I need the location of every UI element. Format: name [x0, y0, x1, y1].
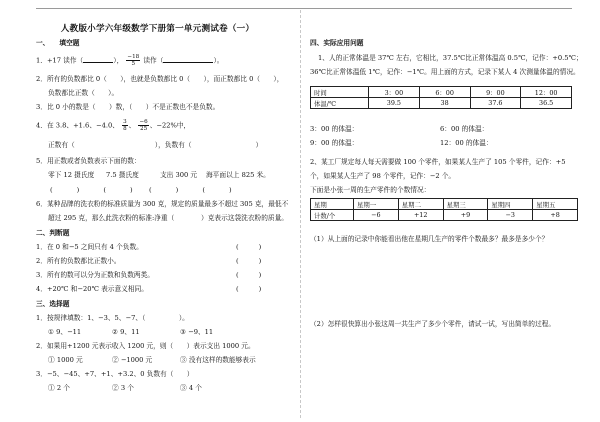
table-cell: −3	[488, 210, 533, 221]
judge-4-paren: ( )	[236, 285, 262, 293]
judge-2-paren: ( )	[236, 257, 262, 265]
section-fill-in: 一、 填空题	[36, 39, 80, 47]
table-cell: 9：00	[470, 87, 521, 98]
table-row	[311, 87, 572, 98]
table-cell: 星期四	[488, 199, 533, 210]
choice-2: 2．如果用+1200 元表示收入 1200 元，则（ ）表示支出 1000 元。	[36, 342, 255, 350]
choice-1-opt-3: ③ −9、11	[180, 328, 214, 336]
temperature-table	[310, 86, 572, 109]
q5-item-3: 支出 300 元	[160, 171, 198, 179]
temp-answer-9: 9：00 的体温：	[310, 139, 359, 147]
fraction-neg-6-25: $\frac{-6}{25}$	[139, 119, 148, 132]
judge-4: 4．+20℃ 和−20℃ 表示意义相同。	[36, 285, 148, 293]
judge-1: 1．在 0 和−5 之间只有 4 个负数。	[36, 243, 143, 251]
section-judgement: 二、判断题	[36, 229, 70, 237]
table-row	[311, 210, 578, 221]
parts-table	[310, 198, 578, 221]
choice-1: 1．按规律填数：1、−3、5、−7、（ ）。	[36, 314, 189, 322]
choice-3-opt-3: ③ 4 个	[180, 384, 202, 392]
table-cell: 体温/℃	[311, 98, 369, 109]
fraction-neg-18-5: $\frac{-18}{5}$	[127, 54, 140, 67]
question-5: 5．用正数或者负数表示下面的数：	[36, 157, 141, 165]
judge-3: 3．所有的数可以分为正数和负数两类。	[36, 271, 154, 279]
table-cell: 39.5	[369, 98, 420, 109]
table-cell: 36.5	[521, 98, 572, 109]
table-cell: 12：00	[521, 87, 572, 98]
table-cell: 星期三	[443, 199, 488, 210]
top-divider	[36, 8, 572, 9]
problem-1-line-1: 1、人的正常体温是 37℃ 左右，它相比，37.5℃比正常体温高 0.5℃，记作：+0.5℃；	[318, 54, 583, 62]
choice-3: 3．−5、−45、+7、+1、+3.2、0 负数有（ ）	[36, 370, 194, 378]
choice-1-opt-1: ① 9、−11	[48, 328, 82, 336]
table-cell: 星期一	[354, 199, 399, 210]
exam-title: 人教版小学六年级数学下册第一单元测试卷（一）	[60, 24, 255, 34]
section-choice: 三、选择题	[36, 300, 70, 308]
table-cell: 时间	[311, 87, 369, 98]
judge-3-paren: ( )	[236, 271, 262, 279]
judge-1-paren: ( )	[236, 243, 262, 251]
temp-answer-12: 12：00 的体温：	[440, 139, 493, 147]
table-cell: 星期五	[533, 199, 578, 210]
q5-answer-blanks: ( ) ( ) ( ) ( )	[50, 186, 233, 194]
table-cell: +9	[443, 210, 488, 221]
section-application: 四、实际应用问题	[310, 39, 364, 47]
question-6-line-1: 6．某种品牌的洗衣粉的标准质量为 300 克，规定的质量最多不超过 305 克，最低不	[36, 200, 289, 208]
question-4-line-2: 正数有（ ），负数有（ ）	[48, 141, 263, 149]
question-1: 1．+17 读作（ ）， $\frac{-18}{5}$ 读作（ ）。	[36, 54, 224, 67]
question-3: 3．比 0 小的数是（ ）数，（ ）不是正数也不是负数。	[36, 103, 220, 111]
question-2-line-1: 2．所有的负数都比 0（ ），也就是负数都比 0（ ），而正数都比 0（ ），	[36, 75, 284, 83]
sub-question-1: （1）从上面的记录中你能看出他在星期几生产的零件个数最多？最多是多少个？	[310, 235, 549, 243]
q5-item-1: 零下 12 摄氏度	[48, 171, 95, 179]
problem-2-line-1: 2、某工厂规定每人每天需要做 100 个零件，如果某人生产了 105 个零件，记作：+5	[310, 158, 566, 166]
sub-question-2: （2）怎样很快算出小张这周一共生产了多少个零件，请试一试，写出简单的过程。	[310, 320, 556, 328]
column-divider	[300, 10, 301, 418]
choice-2-opt-2: ② −1000 元	[112, 356, 153, 364]
table-row	[311, 98, 572, 109]
table-cell: +12	[398, 210, 443, 221]
table-cell: 3：00	[369, 87, 420, 98]
judge-2: 2．所有的负数都比正数小。	[36, 257, 121, 265]
question-2-line-2: 负数都比正数（ ）。	[48, 89, 119, 97]
temp-answer-6: 6：00 的体温：	[440, 125, 489, 133]
table-cell: +8	[533, 210, 578, 221]
choice-1-opt-2: ② 9、11	[112, 328, 140, 336]
table-cell: 计数/个	[311, 210, 354, 221]
table-cell: −6	[354, 210, 399, 221]
q5-item-2: 7.5 摄氏度	[106, 171, 139, 179]
table-cell: 星期二	[398, 199, 443, 210]
question-6-line-2: 超过 295 克，那么此洗衣粉的标准:净重（ ）克表示这袋洗衣粉的质量。	[48, 214, 288, 222]
table-cell: 38	[419, 98, 470, 109]
table-row	[311, 199, 578, 210]
problem-2-line-2: 个，如果某人生产了 98 个零件，记作：−2 个。	[310, 172, 456, 180]
table-cell: 6：00	[419, 87, 470, 98]
question-4-line-1: 4．在 3.8、+1.6、−4.0、 $\frac{3}{8}$ 、 $\frac{-6}{25}$ 、−22%中，	[36, 119, 191, 132]
problem-2-line-3: 下面是小张一周的生产零件的个数情况：	[310, 186, 431, 194]
choice-3-opt-1: ① 2 个	[48, 384, 70, 392]
temp-answer-3: 3：00 的体温：	[310, 125, 359, 133]
choice-2-opt-1: ① 1000 元	[48, 356, 83, 364]
fraction-3-8: $\frac{3}{8}$	[123, 119, 127, 132]
q5-item-4: 海平面以上 825 米。	[206, 171, 270, 179]
choice-3-opt-2: ② 3 个	[112, 384, 134, 392]
table-cell: 星期	[311, 199, 354, 210]
choice-2-opt-3: ③ 没有这样的数能够表示	[180, 356, 256, 364]
table-cell: 37.6	[470, 98, 521, 109]
problem-1-line-2: 36℃比正常体温低 1℃，记作：−1℃。用上面的方式，记录下某人 4 次测量体温的情况。	[310, 68, 580, 76]
